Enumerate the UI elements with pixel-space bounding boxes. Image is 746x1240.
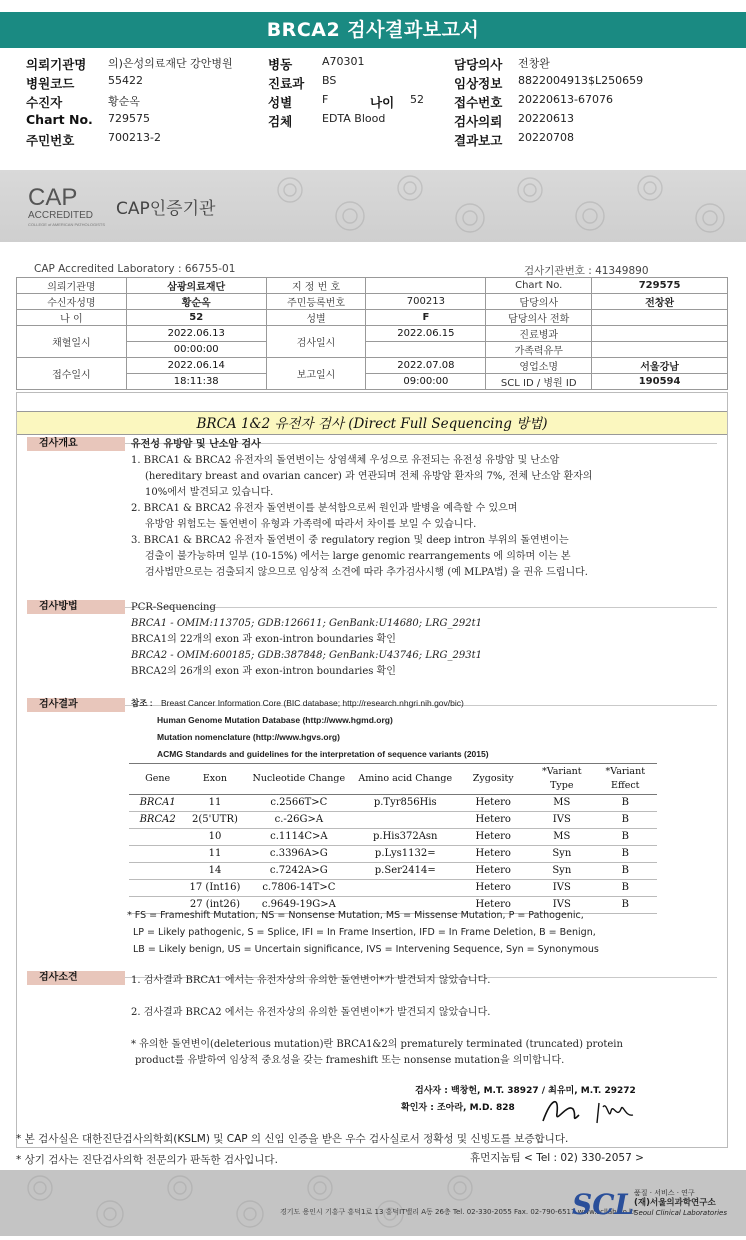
- resident-no-label: 주민번호: [26, 133, 75, 148]
- variant-cell: [354, 812, 456, 829]
- certification-note: * 본 검사실은 대한진단검사의학회(KSLM) 및 CAP 의 신임 인증을 받은 우수 검사실로서 정확성 및 신빙도를 보증합니다.: [16, 1133, 569, 1145]
- variant-cell: IVS: [530, 880, 593, 897]
- department-label: 진료과: [268, 76, 305, 91]
- variant-cell: c.3396A>G: [244, 846, 355, 863]
- variant-cell: [129, 829, 186, 846]
- info-value: 190594: [592, 374, 728, 390]
- info-value: 700213: [366, 294, 486, 310]
- variant-cell: p.Ser2414=: [354, 863, 456, 880]
- variant-cell: c.7806-14T>C: [244, 880, 355, 897]
- variant-row: [129, 846, 657, 863]
- overview-line: 검출이 불가능하며 일부 (10-15%) 에서는 large genomic rearrangements 에 의하며 이는 본: [145, 551, 571, 562]
- info-label: Chart No.: [486, 278, 592, 294]
- info-value: 18:11:38: [126, 374, 266, 390]
- cap-logo-text: CAP: [28, 184, 78, 211]
- lab-institution-number: 검사기관번호 : 41349890: [524, 265, 649, 277]
- cap-certified-label: CAP인증기관: [116, 199, 216, 219]
- variant-cell: 10: [186, 829, 243, 846]
- info-value: [592, 342, 728, 358]
- cap-logo: [28, 186, 105, 228]
- variant-row: [129, 795, 657, 812]
- reference-line: Mutation nomenclature (http://www.hgvs.org): [157, 732, 340, 742]
- info-label: 영업소명: [486, 358, 592, 374]
- variant-cell: 11: [186, 795, 243, 812]
- interpretation-note: * 상기 검사는 진단검사의학 전문의가 판독한 검사입니다.: [16, 1154, 278, 1166]
- request-date-value: 20220613: [518, 112, 574, 125]
- patient-value: 황순옥: [108, 95, 140, 108]
- info-label: 진료병과: [486, 326, 592, 342]
- variant-col-header: Amino acid Change: [354, 764, 456, 795]
- variant-table: [129, 763, 657, 914]
- hospital-value: 의)은성의료재단 강안병원: [108, 57, 233, 70]
- report-body: [16, 392, 728, 1148]
- variant-cell: c.1114C>A: [244, 829, 355, 846]
- variant-cell: [129, 863, 186, 880]
- info-label: 보고일시: [266, 358, 366, 390]
- method-tag: 검사방법: [27, 600, 125, 614]
- info-label: 검사일시: [266, 326, 366, 358]
- variant-col-header: Exon: [186, 764, 243, 795]
- resident-no-value: 700213-2: [108, 131, 161, 144]
- variant-cell: Hetero: [456, 829, 530, 846]
- report-date-label: 결과보고: [454, 133, 503, 148]
- variant-legend-line: * FS = Frameshift Mutation, NS = Nonsense Mutation, MS = Missense Mutation, P = Pathogenic,: [127, 910, 584, 921]
- cap-accredited-text: ACCREDITED: [28, 210, 94, 221]
- variant-cell: [354, 880, 456, 897]
- scl-org-ko: (재)서울의과학연구소: [634, 1198, 716, 1208]
- variant-cell: Hetero: [456, 812, 530, 829]
- info-value: 729575: [592, 278, 728, 294]
- cap-college-text: COLLEGE of AMERICAN PATHOLOGISTS: [28, 222, 105, 227]
- reference-line: Human Genome Mutation Database (http://www.hgmd.org): [157, 715, 393, 725]
- variant-cell: 2(5'UTR): [186, 812, 243, 829]
- variant-cell: Syn: [530, 863, 593, 880]
- request-date-label: 검사의뢰: [454, 114, 503, 129]
- decorative-swirl-pattern: [260, 170, 746, 242]
- variant-cell: [129, 846, 186, 863]
- clinical-info-value: 8822004913$L250659: [518, 74, 644, 87]
- info-value: 서울강남: [592, 358, 728, 374]
- report-title: BRCA2 검사결과보고서: [0, 12, 746, 48]
- variant-cell: 27 (int26): [186, 897, 243, 914]
- variant-legend-line: LB = Likely benign, US = Uncertain significance, IVS = Intervening Sequence, Syn = Synonymous: [133, 944, 599, 955]
- method-line: BRCA1의 22개의 exon 과 exon-intron boundaries 확인: [131, 634, 396, 645]
- variant-cell: B: [594, 829, 657, 846]
- variant-cell: BRCA1: [129, 795, 186, 812]
- doctor-label: 담당의사: [454, 57, 503, 72]
- variant-cell: c.7242A>G: [244, 863, 355, 880]
- report-date-value: 20220708: [518, 131, 574, 144]
- hospital-code-label: 병원코드: [26, 76, 75, 91]
- variant-cell: p.Tyr856His: [354, 795, 456, 812]
- age-value: 52: [410, 93, 424, 106]
- info-label: 채혈일시: [17, 326, 127, 358]
- info-value: 전창완: [592, 294, 728, 310]
- info-label: 주민등록번호: [266, 294, 366, 310]
- info-value: [592, 326, 728, 342]
- specimen-label: 검체: [268, 114, 293, 129]
- variant-col-header: Nucleotide Change: [244, 764, 355, 795]
- variant-cell: Hetero: [456, 846, 530, 863]
- info-value: 09:00:00: [366, 374, 486, 390]
- variant-cell: Hetero: [456, 897, 530, 914]
- patient-label: 수진자: [26, 95, 63, 110]
- opinion-tag: 검사소견: [27, 971, 125, 985]
- variant-col-header: *Variant Type: [530, 764, 593, 795]
- scl-tagline: 품질 · 서비스 · 연구: [634, 1189, 695, 1197]
- variant-cell: BRCA2: [129, 812, 186, 829]
- info-label: 의뢰기관명: [17, 278, 127, 294]
- ward-label: 병동: [268, 57, 293, 72]
- patient-header: [26, 55, 726, 150]
- cap-lab-number: CAP Accredited Laboratory : 66755-01: [34, 263, 236, 275]
- info-label: 담당의사: [486, 294, 592, 310]
- variant-cell: MS: [530, 829, 593, 846]
- variant-col-header: *Variant Effect: [594, 764, 657, 795]
- variant-cell: 14: [186, 863, 243, 880]
- footer-address: 경기도 용인시 기흥구 흥덕1로 13 흥덕IT밸리 A동 26층 Tel. 02-330-2055 Fax. 02-790-6517 www.scllab.co.kr: [280, 1208, 636, 1216]
- variant-cell: B: [594, 863, 657, 880]
- info-value: [366, 342, 486, 358]
- scl-org-en: Seoul Clinical Laboratories: [634, 1209, 727, 1217]
- handwritten-signature: [537, 1091, 657, 1131]
- opinion-line: 2. 검사결과 BRCA2 에서는 유전자상의 유의한 돌연변이*가 발견되지 않았습니다.: [131, 1007, 491, 1018]
- opinion-line: product를 유발하여 임상적 중요성을 갖는 frameshift 또는 nonsense mutation을 의미합니다.: [135, 1055, 565, 1066]
- overview-title: 유전성 유방암 및 난소암 검사: [131, 439, 261, 450]
- variant-legend-line: LP = Likely pathogenic, S = Splice, IFI = In Frame Insertion, IFD = In Frame Deletion, B = Benign,: [133, 927, 596, 938]
- team-contact: 휴먼지놈팀 < Tel : 02) 330-2057 >: [470, 1152, 644, 1164]
- receipt-no-value: 20220613-67076: [518, 93, 613, 106]
- variant-cell: B: [594, 812, 657, 829]
- method-line: BRCA2 - OMIM:600185; GDB:387848; GenBank:U43746; LRG_293t1: [131, 650, 482, 661]
- opinion-line: * 유의한 돌연변이(deleterious mutation)란 BRCA1&2의 prematurely terminated (truncated) protein: [131, 1039, 623, 1050]
- clinical-info-label: 임상정보: [454, 76, 503, 91]
- overview-line: 3. BRCA1 & BRCA2 유전자 돌연변이 중 regulatory region 및 deep intron 부위의 돌연변이는: [131, 535, 569, 546]
- variant-row: [129, 863, 657, 880]
- variant-cell: c.2566T>C: [244, 795, 355, 812]
- info-label: 가족력유무: [486, 342, 592, 358]
- info-value: [366, 278, 486, 294]
- overview-line: (hereditary breast and ovarian cancer) 과 연관되며 전체 유방암 환자의 7%, 전체 난소암 환자의: [145, 471, 593, 482]
- department-value: BS: [322, 74, 337, 87]
- info-label: 지 정 번 호: [266, 278, 366, 294]
- variant-cell: p.Lys1132=: [354, 846, 456, 863]
- variant-cell: Syn: [530, 846, 593, 863]
- info-label: 나 이: [17, 310, 127, 326]
- receipt-no-label: 접수번호: [454, 95, 503, 110]
- info-value: [592, 310, 728, 326]
- info-value: 삼광의료재단: [126, 278, 266, 294]
- variant-cell: c.-26G>A: [244, 812, 355, 829]
- tester-signature-line: 검사자 : 백창헌, M.T. 38927 / 최유미, M.T. 29272: [415, 1086, 636, 1096]
- method-line: BRCA1 - OMIM:113705; GDB:126611; GenBank:U14680; LRG_292t1: [131, 618, 482, 629]
- method-line: PCR-Sequencing: [131, 602, 216, 613]
- doctor-value: 전창완: [518, 57, 550, 70]
- variant-cell: Hetero: [456, 863, 530, 880]
- hospital-label: 의뢰기관명: [26, 57, 87, 72]
- overview-line: 2. BRCA1 & BRCA2 유전자 돌연변이를 분석함으로써 원인과 발병을 예측할 수 있으며: [131, 503, 518, 514]
- info-label: 접수일시: [17, 358, 127, 390]
- variant-col-header: Gene: [129, 764, 186, 795]
- variant-col-header: Zygosity: [456, 764, 530, 795]
- info-value: F: [366, 310, 486, 326]
- info-value: 00:00:00: [126, 342, 266, 358]
- variant-cell: IVS: [530, 812, 593, 829]
- scl-logo: SCL: [572, 1188, 635, 1221]
- info-value: 52: [126, 310, 266, 326]
- variant-cell: B: [594, 880, 657, 897]
- variant-cell: IVS: [530, 897, 593, 914]
- variant-cell: Hetero: [456, 880, 530, 897]
- variant-cell: B: [594, 897, 657, 914]
- variant-cell: 11: [186, 846, 243, 863]
- sample-info-table: [16, 277, 728, 390]
- chart-no-label: Chart No.: [26, 112, 93, 127]
- variant-cell: 17 (Int16): [186, 880, 243, 897]
- ward-value: A70301: [322, 55, 365, 68]
- variant-cell: p.His372Asn: [354, 829, 456, 846]
- sex-value: F: [322, 93, 329, 106]
- info-label: 성별: [266, 310, 366, 326]
- variant-cell: Hetero: [456, 795, 530, 812]
- scl-org-block: [634, 1188, 727, 1218]
- chart-no-value: 729575: [108, 112, 150, 125]
- opinion-line: 1. 검사결과 BRCA1 에서는 유전자상의 유의한 돌연변이*가 발견되지 않았습니다.: [131, 975, 491, 986]
- age-label: 나이: [370, 95, 395, 110]
- specimen-value: EDTA Blood: [322, 112, 386, 125]
- info-label: 담당의사 전화: [486, 310, 592, 326]
- variant-cell: c.9649-19G>A: [244, 897, 355, 914]
- confirmer-signature-line: 확인자 : 조아라, M.D. 828: [401, 1103, 515, 1113]
- variant-row: [129, 829, 657, 846]
- overview-line: 검사법만으로는 검출되지 않으므로 임상적 소견에 따라 추가검사시행 (예 MLPA법) 을 권유 드립니다.: [145, 567, 588, 578]
- overview-line: 1. BRCA1 & BRCA2 유전자의 돌연변이는 상염색체 우성으로 유전되는 유전성 유방암 및 난소암: [131, 455, 560, 466]
- info-label: 수신자성명: [17, 294, 127, 310]
- reference-label: 참조 :: [131, 698, 153, 708]
- variant-cell: MS: [530, 795, 593, 812]
- test-heading: BRCA 1&2 유전자 검사 (Direct Full Sequencing 방법): [17, 411, 727, 435]
- hospital-code-value: 55422: [108, 74, 143, 87]
- reference-line: Breast Cancer Information Core (BIC database; http://research.nhgri.nih.gov/bic): [161, 698, 464, 708]
- overview-line: 유방암 위험도는 돌연변이 유형과 가족력에 따라서 차이를 보일 수 있습니다.: [145, 519, 477, 530]
- variant-cell: B: [594, 795, 657, 812]
- info-value: 2022.06.13: [126, 326, 266, 342]
- variant-row: [129, 880, 657, 897]
- result-tag: 검사결과: [27, 698, 125, 712]
- info-value: 2022.07.08: [366, 358, 486, 374]
- info-label: SCL ID / 병원 ID: [486, 374, 592, 390]
- overview-tag: 검사개요: [27, 437, 125, 451]
- reference-line: ACMG Standards and guidelines for the interpretation of sequence variants (2015): [157, 749, 489, 759]
- sex-label: 성별: [268, 95, 293, 110]
- variant-cell: B: [594, 846, 657, 863]
- info-value: 2022.06.14: [126, 358, 266, 374]
- method-line: BRCA2의 26개의 exon 과 exon-intron boundaries 확인: [131, 666, 396, 677]
- cap-banner: [0, 170, 746, 242]
- overview-line: 10%에서 발견되고 있습니다.: [145, 487, 274, 498]
- info-value: 황순옥: [126, 294, 266, 310]
- variant-cell: [129, 880, 186, 897]
- info-value: 2022.06.15: [366, 326, 486, 342]
- variant-row: [129, 812, 657, 829]
